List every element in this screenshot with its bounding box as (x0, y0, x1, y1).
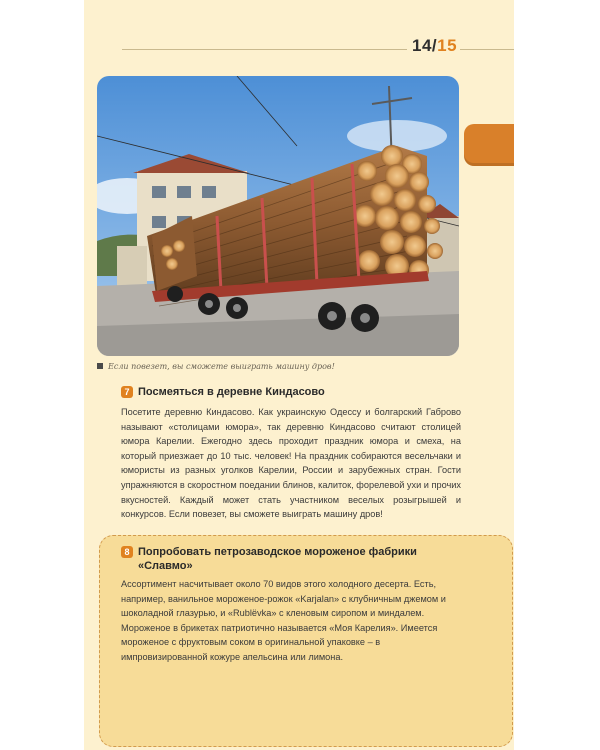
photo-caption (97, 362, 335, 371)
page-total: 15 (437, 36, 458, 55)
section-number-badge: 7 (121, 386, 133, 398)
log-truck-illustration (97, 76, 459, 356)
section-title: Попробовать петрозаводское мороженое фабрики «Славмо» (138, 546, 417, 572)
chapter-tab[interactable] (464, 124, 514, 166)
page-separator: / (431, 36, 438, 55)
section-8-heading (121, 545, 421, 573)
section-7-heading (121, 385, 325, 399)
caption-text: Если повезет, вы сможете выиграть машину дров! (108, 362, 335, 371)
bullet-square-icon (97, 363, 103, 369)
section-number-badge: 8 (121, 546, 133, 558)
page-current: 14 (412, 36, 432, 55)
log-truck-photo (97, 76, 459, 356)
section-8-body: Ассортимент насчитывает около 70 видов этого холодного десерта. Есть, например, ванильное мороженое-рожок «Karjalan» с клубничным джемом и шоколадной глазурью, и «Rublёvka» с кленовым сиропом и миндалем. Мороженое в брикетах патриотично называется «Моя Карелия». Имеется мороженое с фруктовым соком в оригинальной упаковке – в импровизированной кожуре апельсина или лимона. (121, 579, 446, 662)
section-title: Посмеяться в деревне Киндасово (138, 386, 325, 398)
header-divider-right (460, 49, 514, 50)
section-7-body: Посетите деревню Киндасово. Как украинскую Одессу и болгарский Габрово называют «столицами юмора», так деревню Киндасово считают столицей юмора Карелии. Ежегодно здесь проходит праздник юмора и смеха, на который приезжает до 10 тыс. человек! На праздник собираются весельчаки и юмористы из разных уголков Карелии, России и зарубежных стран. Гости упражняются в скоростном поедании блинов, калиток, форелевой ухи и прочих вкусностей. Каждый может стать участником веселых розыгрышей и конкурсов. Если повезет, вы сможете выиграть машину дров! (121, 407, 461, 520)
header-divider (122, 49, 407, 50)
page-number (412, 36, 457, 56)
